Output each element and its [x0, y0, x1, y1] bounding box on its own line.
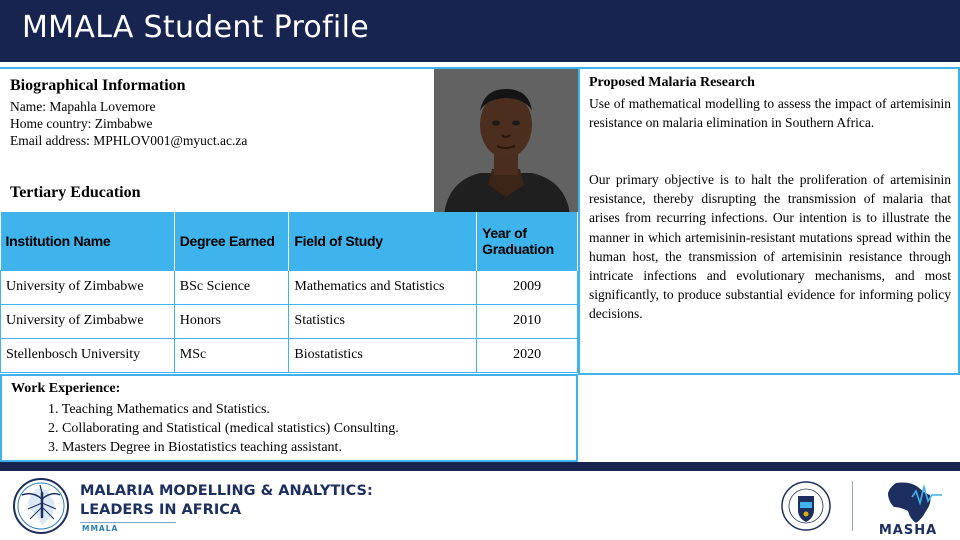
work-item: 3. Masters Degree in Biostatistics teaching assistant.: [48, 440, 342, 455]
degree-cell: MSc: [174, 338, 289, 372]
mmala-short-name: MMALA: [82, 524, 119, 533]
mmala-title: [80, 482, 373, 520]
institution-cell: Stellenbosch University: [1, 338, 175, 372]
bio-section: [0, 67, 434, 213]
bio-name: Name: Mapahla Lovemore: [10, 99, 156, 114]
degree-cell: BSc Science: [174, 270, 289, 304]
header-bar: [0, 0, 960, 62]
work-heading: Work Experience:: [11, 381, 121, 396]
col-institution-header: Institution Name: [1, 212, 175, 270]
masha-africa-logo: [866, 479, 950, 537]
bio-heading: Biographical Information: [10, 77, 186, 94]
work-section: [0, 374, 578, 462]
field-cell: Biostatistics: [289, 338, 477, 372]
table-header-row: [1, 212, 578, 270]
year-cell: 2020: [477, 338, 578, 372]
profile-photo-illustration: [434, 69, 578, 213]
table-row: [1, 304, 578, 338]
research-objective: Our primary objective is to halt the proliferation of artemisinin resistance, thereby disrupting the transmission of malaria that arises from recurring infections. Our intention is to illustrate the manner in which artemisinin-resistant mutations spread within the human host, the transmission of artemisinin resistance through intricate infections and evolutionary mechanisms, and most significantly, to produce substantial evidence for informing policy decisions.: [589, 172, 951, 322]
field-cell: Statistics: [289, 304, 477, 338]
page-title: MMALA Student Profile: [22, 10, 369, 45]
year-cell: 2009: [477, 270, 578, 304]
mmala-rule: [80, 522, 176, 523]
col-year-header: Year of Graduation: [477, 212, 578, 270]
degree-cell: Honors: [174, 304, 289, 338]
research-section: [578, 67, 960, 375]
institution-cell: University of Zimbabwe: [1, 304, 175, 338]
work-item: 1. Teaching Mathematics and Statistics.: [48, 402, 270, 417]
mosquito-africa-logo: [12, 477, 70, 535]
profile-photo: [434, 67, 578, 213]
bio-country: Home country: Zimbabwe: [10, 116, 153, 131]
research-heading: Proposed Malaria Research: [589, 75, 755, 90]
education-table: [0, 212, 578, 373]
footer-band: [0, 462, 960, 471]
bio-email: Email address: MPHLOV001@myuct.ac.za: [10, 133, 248, 148]
institution-cell: University of Zimbabwe: [1, 270, 175, 304]
col-field-header: Field of Study: [289, 212, 477, 270]
year-cell: 2010: [477, 304, 578, 338]
education-heading: Tertiary Education: [10, 184, 141, 201]
mmala-title-line2: LEADERS IN AFRICA: [80, 502, 242, 518]
mmala-title-line1: MALARIA MODELLING & ANALYTICS:: [80, 483, 373, 499]
research-summary: Use of mathematical modelling to assess the impact of artemisinin resistance on malaria elimination in Southern Africa.: [589, 96, 951, 131]
logo-divider: [852, 481, 853, 531]
col-degree-header: Degree Earned: [174, 212, 289, 270]
uct-crest-icon: [780, 480, 832, 532]
footer: [0, 471, 960, 540]
table-row: [1, 270, 578, 304]
table-row: [1, 338, 578, 372]
masha-label: MASHA: [878, 523, 938, 537]
work-item: 2. Collaborating and Statistical (medical statistics) Consulting.: [48, 421, 399, 436]
field-cell: Mathematics and Statistics: [289, 270, 477, 304]
